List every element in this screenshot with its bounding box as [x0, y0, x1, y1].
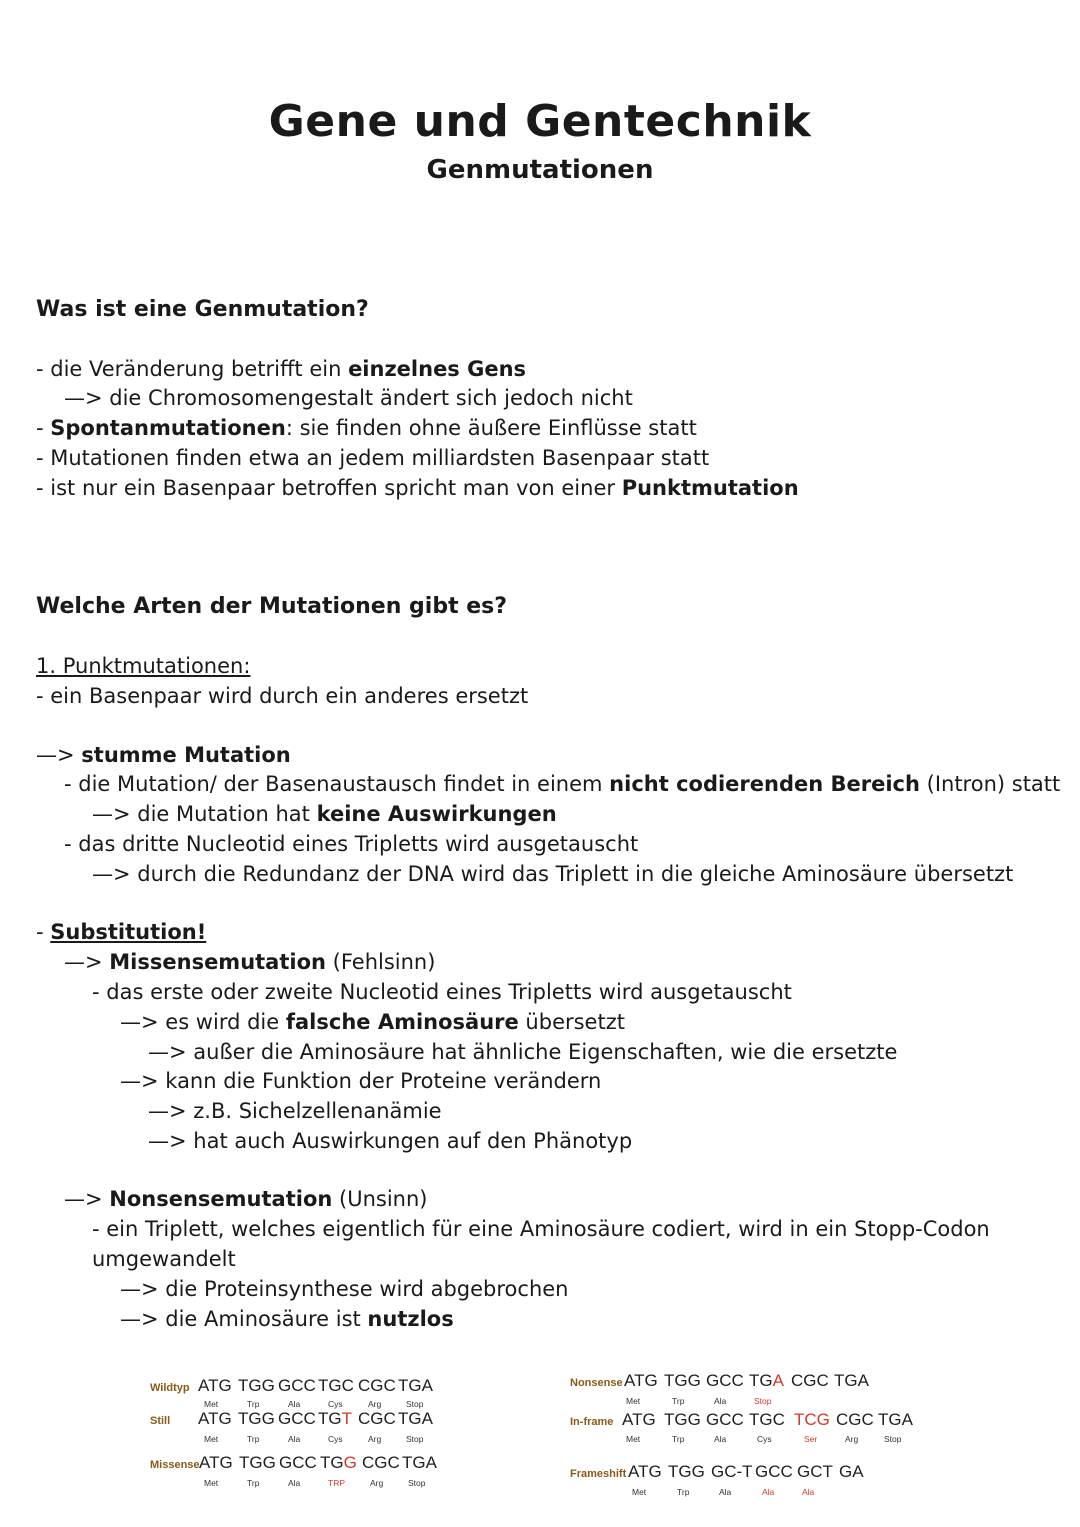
amino-acid-label: Stop — [406, 1434, 424, 1444]
amino-acid-label: Cys — [328, 1434, 343, 1444]
text-line: —> die Proteinsynthese wird abgebrochen — [120, 1277, 569, 1301]
text-line: - Spontanmutationen: sie finden ohne äußere Einflüsse statt — [36, 416, 697, 440]
amino-acid-label: Ala — [719, 1487, 732, 1497]
amino-acid-label: Stop — [754, 1396, 772, 1406]
text-line: - das dritte Nucleotid eines Tripletts wird ausgetauscht — [64, 832, 639, 856]
amino-acid-label: Arg — [368, 1399, 382, 1409]
amino-acid-label: Arg — [368, 1434, 382, 1444]
text-line: - die Veränderung betrifft ein einzelnes Gens — [36, 357, 527, 381]
codon: TGA — [398, 1409, 433, 1428]
text-line: —> die Aminosäure ist nutzlos — [120, 1307, 454, 1331]
amino-acid-label: Trp — [677, 1487, 690, 1497]
text-line: umgewandelt — [92, 1247, 236, 1271]
amino-acid-label: Met — [204, 1399, 219, 1409]
codon: ATG — [198, 1376, 232, 1395]
amino-acid-label: Met — [204, 1478, 219, 1488]
text-line: - das erste oder zweite Nucleotid eines Tripletts wird ausgetauscht — [92, 980, 792, 1004]
text-line: - ein Basenpaar wird durch ein anderes ersetzt — [36, 684, 529, 708]
codon: GCC — [279, 1453, 317, 1472]
codon: GC-T — [711, 1462, 753, 1481]
amino-acid-label: Ala — [714, 1396, 727, 1406]
amino-acid-label: Ala — [714, 1434, 727, 1444]
codon: CGC — [358, 1376, 396, 1395]
codon: CGC — [791, 1371, 829, 1390]
subheading-nonsense: —> Nonsensemutation (Unsinn) — [64, 1187, 428, 1211]
amino-acid-label: Trp — [247, 1399, 260, 1409]
codon: TGC — [749, 1410, 785, 1429]
codon: GCC — [706, 1371, 744, 1390]
row-label-in-frame: In-frame — [570, 1416, 614, 1428]
codon: TCG — [794, 1410, 830, 1429]
codon: CGC — [362, 1453, 400, 1472]
amino-acid-label: Trp — [247, 1434, 260, 1444]
codon: GCT — [797, 1462, 833, 1481]
codon: CGC — [358, 1409, 396, 1428]
text-line: —> z.B. Sichelzellenanämie — [148, 1099, 442, 1123]
row-label-missense: Missense — [150, 1459, 200, 1471]
amino-acid-label: Ala — [802, 1487, 815, 1497]
codon: TGG — [239, 1453, 276, 1472]
codon: TGT — [318, 1409, 352, 1428]
amino-acid-label: Arg — [845, 1434, 859, 1444]
amino-acid-label: Ala — [288, 1434, 301, 1444]
amino-acid-label: Met — [204, 1434, 219, 1444]
amino-acid-label: Stop — [408, 1478, 426, 1488]
text-line: —> es wird die falsche Aminosäure übersetzt — [120, 1010, 625, 1034]
amino-acid-label: Met — [632, 1487, 647, 1497]
codon: TGA — [749, 1371, 784, 1390]
amino-acid-label: Stop — [406, 1399, 424, 1409]
amino-acid-label: Met — [626, 1434, 641, 1444]
codon: ATG — [624, 1371, 658, 1390]
subheading-punktmutationen: 1. Punktmutationen: — [36, 654, 251, 678]
subheading-missense: —> Missensemutation (Fehlsinn) — [64, 950, 436, 974]
codon: TGA — [834, 1371, 869, 1390]
codon: TGA — [398, 1376, 433, 1395]
amino-acid-label: TRP — [328, 1478, 345, 1488]
codon: ATG — [622, 1410, 656, 1429]
section-heading-mutation-types: Welche Arten der Mutationen gibt es? — [36, 594, 508, 619]
text-line: —> hat auch Auswirkungen auf den Phänotyp — [148, 1129, 633, 1153]
row-label-still: Still — [150, 1415, 171, 1427]
codon: CGC — [836, 1410, 874, 1429]
text-line: —> die Mutation hat keine Auswirkungen — [92, 802, 557, 826]
amino-acid-label: Trp — [247, 1478, 260, 1488]
codon: ATG — [199, 1453, 233, 1472]
text-line: —> die Chromosomengestalt ändert sich jedoch nicht — [64, 386, 633, 410]
subheading-substitution: - Substitution! — [36, 920, 207, 944]
codon: TGG — [238, 1376, 275, 1395]
codon: TGG — [238, 1409, 275, 1428]
text-line: - ist nur ein Basenpaar betroffen spricht man von einer Punktmutation — [36, 476, 799, 500]
amino-acid-label: Arg — [370, 1478, 384, 1488]
row-label-nonsense: Nonsense — [570, 1377, 623, 1389]
amino-acid-label: Cys — [757, 1434, 772, 1444]
codon: TGC — [318, 1376, 354, 1395]
text-line: - Mutationen finden etwa an jedem milliardsten Basenpaar statt — [36, 446, 710, 470]
amino-acid-label: Ala — [288, 1399, 301, 1409]
section-heading-genmutation: Was ist eine Genmutation? — [36, 297, 369, 322]
amino-acid-label: Trp — [672, 1434, 685, 1444]
codon: GCC — [755, 1462, 793, 1481]
amino-acid-label: Met — [626, 1396, 641, 1406]
text-line: - ein Triplett, welches eigentlich für eine Aminosäure codiert, wird in ein Stopp-Codon — [92, 1217, 990, 1241]
text-line: —> durch die Redundanz der DNA wird das Triplett in die gleiche Aminosäure übersetzt — [92, 862, 1014, 886]
amino-acid-label: Stop — [884, 1434, 902, 1444]
codon: GCC — [278, 1376, 316, 1395]
codon: TGG — [664, 1410, 701, 1429]
text-line: —> außer die Aminosäure hat ähnliche Eigenschaften, wie die ersetzte — [148, 1040, 898, 1064]
text-line: —> kann die Funktion der Proteine verändern — [120, 1069, 602, 1093]
codon: ATG — [628, 1462, 662, 1481]
amino-acid-label: Ala — [762, 1487, 775, 1497]
codon: TGA — [878, 1410, 913, 1429]
amino-acid-label: Trp — [672, 1396, 685, 1406]
amino-acid-label: Ser — [804, 1434, 818, 1444]
text-line: - die Mutation/ der Basenaustausch findet in einem nicht codierenden Bereich (Intron) statt — [64, 772, 1061, 796]
codon: TGG — [668, 1462, 705, 1481]
amino-acid-label: Cys — [328, 1399, 343, 1409]
codon: TGG — [320, 1453, 357, 1472]
codon: GA — [839, 1462, 864, 1481]
codon: GCC — [706, 1410, 744, 1429]
page-title: Gene und Gentechnik — [268, 96, 812, 147]
subheading-stumme-mutation: —> stumme Mutation — [36, 743, 291, 767]
page-subtitle: Genmutationen — [426, 155, 654, 185]
codon: ATG — [198, 1409, 232, 1428]
codon: TGG — [664, 1371, 701, 1390]
amino-acid-label: Ala — [288, 1478, 301, 1488]
row-label-frameshift: Frameshift — [570, 1468, 627, 1480]
codon: GCC — [278, 1409, 316, 1428]
codon: TGA — [402, 1453, 437, 1472]
row-label-wildtyp: Wildtyp — [150, 1382, 190, 1394]
